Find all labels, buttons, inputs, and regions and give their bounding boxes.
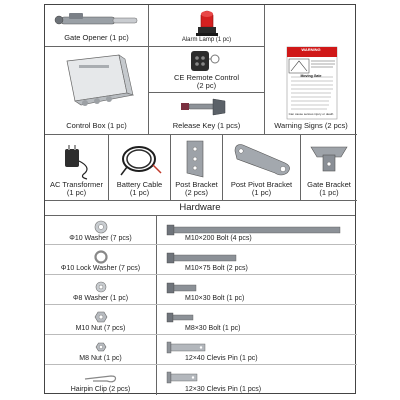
hardware-right-label: M8×30 Bolt (1 pc) [185,325,241,332]
clevis-pin-icon [157,337,357,357]
cell-post-bracket [171,135,223,201]
hardware-right-label: 12×40 Clevis Pin (1 pc) [185,355,258,362]
bolt-icon [157,307,357,327]
nut-icon [45,307,157,327]
post-bracket-label: Post Bracket (2 pcs) [175,180,218,198]
cell-ac-transformer [45,135,109,201]
hairpin-clip-icon [45,367,157,387]
hardware-left-label: Φ8 Washer (1 pc) [72,295,129,302]
release-key-label: Release Key (1 pcs) [172,121,241,131]
clevis-pin-icon [157,367,357,387]
hardware-left-label: M10 Nut (7 pcs) [75,325,126,332]
hardware-row [45,245,357,275]
cell-release-key [149,93,265,135]
remote-control-image [149,48,265,74]
release-key-image [149,95,265,123]
post-bracket-image [171,137,223,181]
hardware-left-label: Φ10 Washer (7 pcs) [69,235,132,242]
ce-remote-label: CE Remote Control (2 pc) [173,73,240,91]
post-pivot-bracket-label: Post Pivot Bracket (1 pc) [230,180,293,198]
washer-icon [45,217,157,237]
hardware-row [45,305,357,335]
gate-bracket-image [301,137,357,181]
warning-sign-header: WARNING [301,47,321,52]
bolt-icon [157,277,357,297]
lock-washer-icon [45,247,157,267]
hardware-row [45,365,357,395]
warning-sign-title: Moving Gate [300,74,322,78]
ac-transformer-image [45,137,109,181]
warning-sign-image [265,11,357,121]
warning-sign-body: Can cause serious injury or death [288,112,334,116]
post-pivot-bracket-image [223,137,301,181]
hardware-right-label: M10×30 Bolt (1 pc) [185,295,245,302]
alarm-lamp-label: Alarm Lamp (1 pc) [181,36,232,43]
control-box-image [45,47,149,119]
hardware-left-label: Φ10 Lock Washer (7 pcs) [60,265,141,272]
cell-gate-bracket [301,135,357,201]
hardware-row [45,215,357,245]
cell-post-pivot-bracket [223,135,301,201]
cell-warning-signs [265,5,357,135]
hardware-left-label: M8 Nut (1 pc) [79,355,122,362]
battery-cable-image [109,137,171,181]
ac-transformer-label: AC Transformer (1 pc) [50,180,103,198]
cell-battery-cable [109,135,171,201]
cell-ce-remote [149,47,265,93]
bolt-icon [157,247,357,267]
nut-icon [45,337,157,357]
warning-signs-label: Warning Signs (2 pcs) [274,121,348,131]
hardware-title: Hardware [45,201,355,216]
hardware-right-label: 12×30 Clevis Pin (1 pcs) [185,386,262,393]
battery-cable-label: Battery Cable (1 pc) [116,180,163,198]
hardware-right-label: M10×200 Bolt (4 pcs) [185,235,252,242]
cell-control-box [45,47,149,135]
cell-gate-opener [45,5,149,47]
washer-icon [45,277,157,297]
hardware-right-label: M10×75 Bolt (2 pcs) [185,265,248,272]
gate-opener-label: Gate Opener (1 pc) [64,33,129,43]
parts-list-sheet [44,4,356,394]
cell-alarm-lamp [149,5,265,47]
gate-bracket-label: Gate Bracket (1 pc) [307,180,351,198]
hardware-left-label: Hairpin Clip (2 pcs) [70,386,131,393]
control-box-label: Control Box (1 pc) [66,121,127,131]
hardware-row [45,335,357,365]
hardware-row [45,275,357,305]
